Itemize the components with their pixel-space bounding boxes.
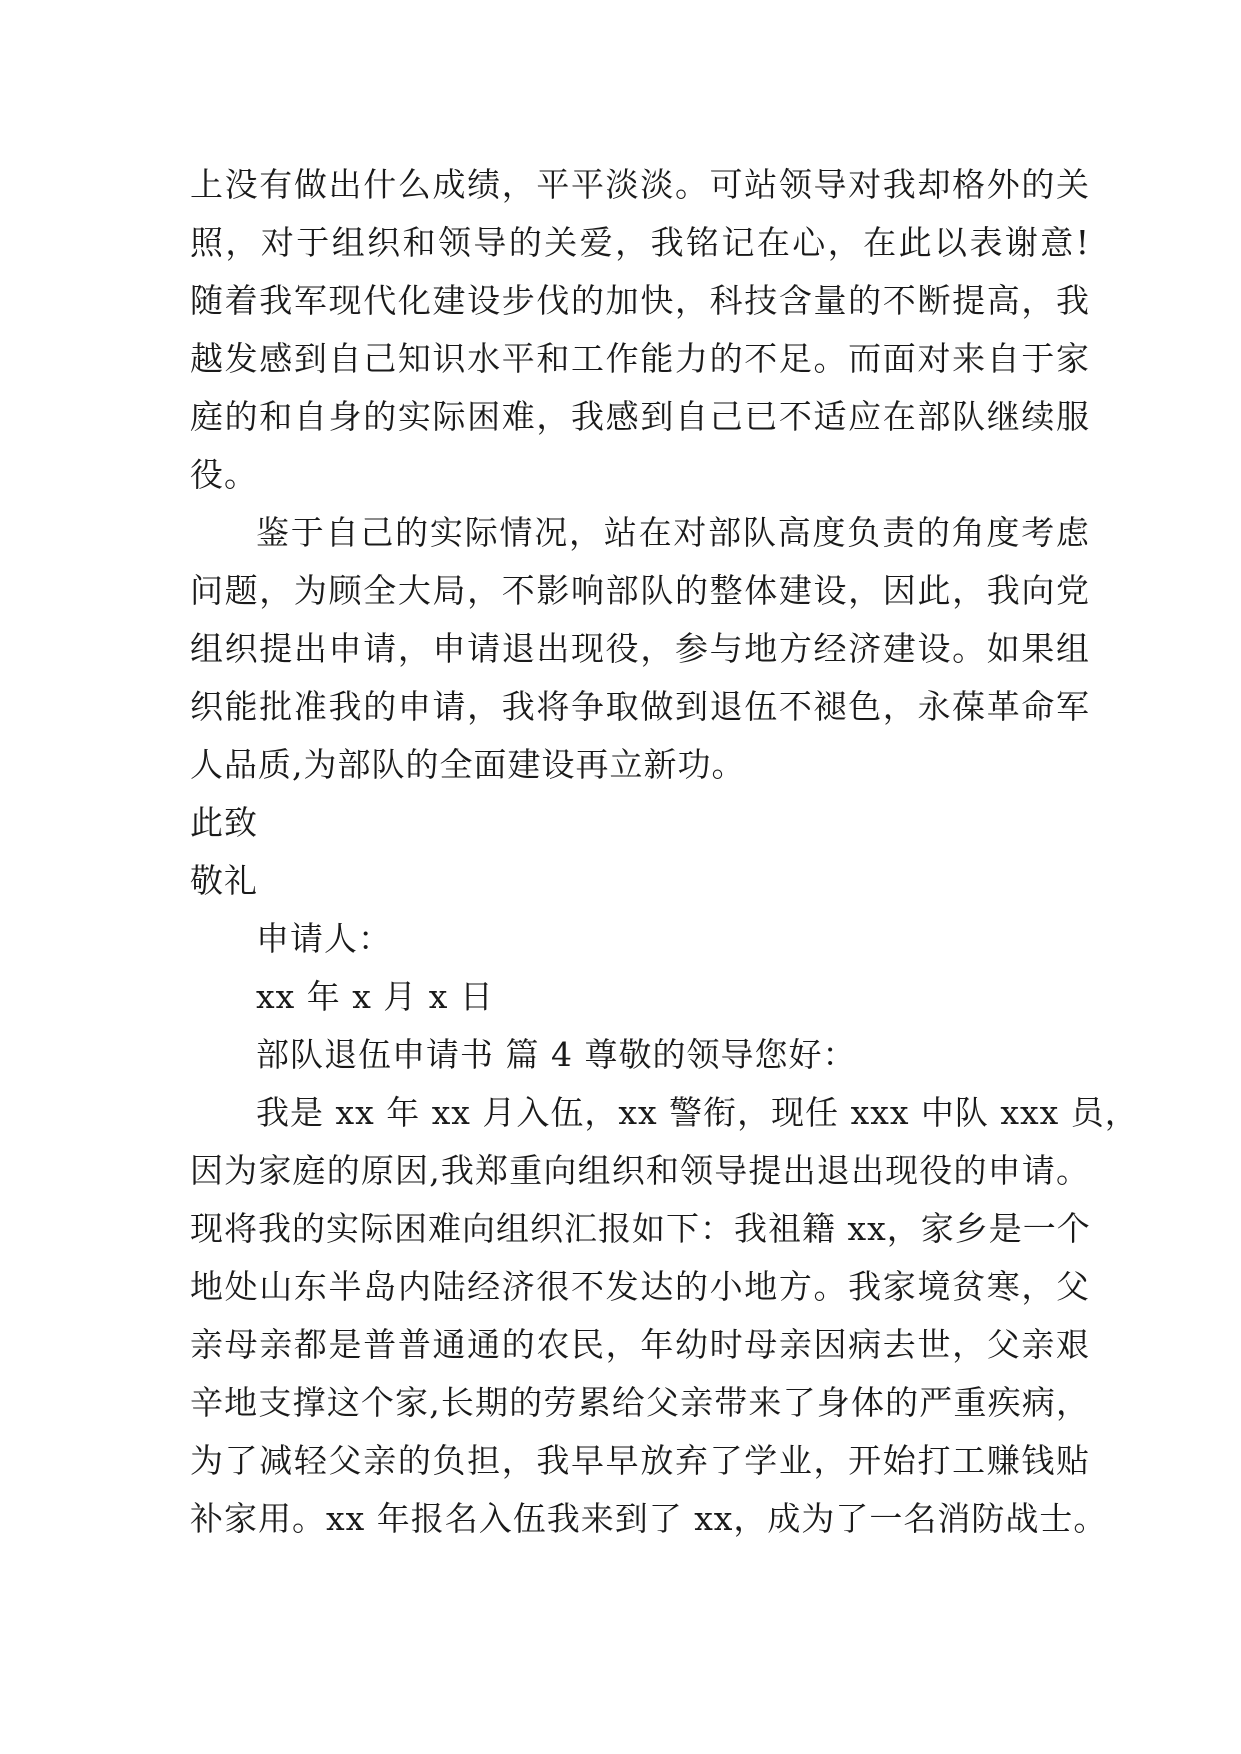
text-line: 织能批准我的申请，我将争取做到退伍不褪色，永葆革命军	[190, 687, 1090, 726]
paragraph-first-line: 我是 xx 年 xx 月入伍，xx 警衔，现任 xxx 中队 xxx 员，	[256, 1093, 1139, 1132]
text-line: 地处山东半岛内陆经济很不发达的小地方。我家境贫寒，父	[190, 1267, 1090, 1306]
text-line: 辛地支撑这个家,长期的劳累给父亲带来了身体的严重疾病，	[190, 1383, 1090, 1422]
text-line: 越发感到自己知识水平和工作能力的不足。而面对来自于家	[190, 339, 1090, 378]
date-line: xx 年 x 月 x 日	[256, 977, 494, 1016]
text-line: 役。	[190, 455, 258, 494]
text-line: 补家用。xx 年报名入伍我来到了 xx，成为了一名消防战士。	[190, 1499, 1108, 1538]
text-line: 因为家庭的原因,我郑重向组织和领导提出退出现役的申请。	[190, 1151, 1090, 1190]
closing-salutation: 此致	[190, 803, 258, 842]
text-line: 上没有做出什么成绩，平平淡淡。可站领导对我却格外的关	[190, 165, 1090, 204]
text-line: 照，对于组织和领导的关爱，我铭记在心，在此以表谢意!	[190, 223, 1090, 262]
text-line: 亲母亲都是普普通通的农民，年幼时母亲因病去世，父亲艰	[190, 1325, 1090, 1364]
text-line: 人品质,为部队的全面建设再立新功。	[190, 745, 746, 784]
text-line: 为了减轻父亲的负担，我早早放弃了学业，开始打工赚钱贴	[190, 1441, 1090, 1480]
applicant-label: 申请人：	[256, 919, 392, 958]
closing-regards: 敬礼	[190, 861, 258, 900]
paragraph-first-line: 鉴于自己的实际情况，站在对部队高度负责的角度考虑	[256, 513, 1090, 552]
text-line: 随着我军现代化建设步伐的加快，科技含量的不断提高，我	[190, 281, 1090, 320]
text-line: 组织提出申请，申请退出现役，参与地方经济建设。如果组	[190, 629, 1090, 668]
text-line: 现将我的实际困难向组织汇报如下：我祖籍 xx，家乡是一个	[190, 1209, 1091, 1248]
text-line: 庭的和自身的实际困难，我感到自己已不适应在部队继续服	[190, 397, 1090, 436]
section-heading: 部队退伍申请书 篇 4 尊敬的领导您好：	[256, 1035, 857, 1074]
text-line: 问题，为顾全大局，不影响部队的整体建设，因此，我向党	[190, 571, 1090, 610]
document-body	[190, 156, 1139, 1548]
